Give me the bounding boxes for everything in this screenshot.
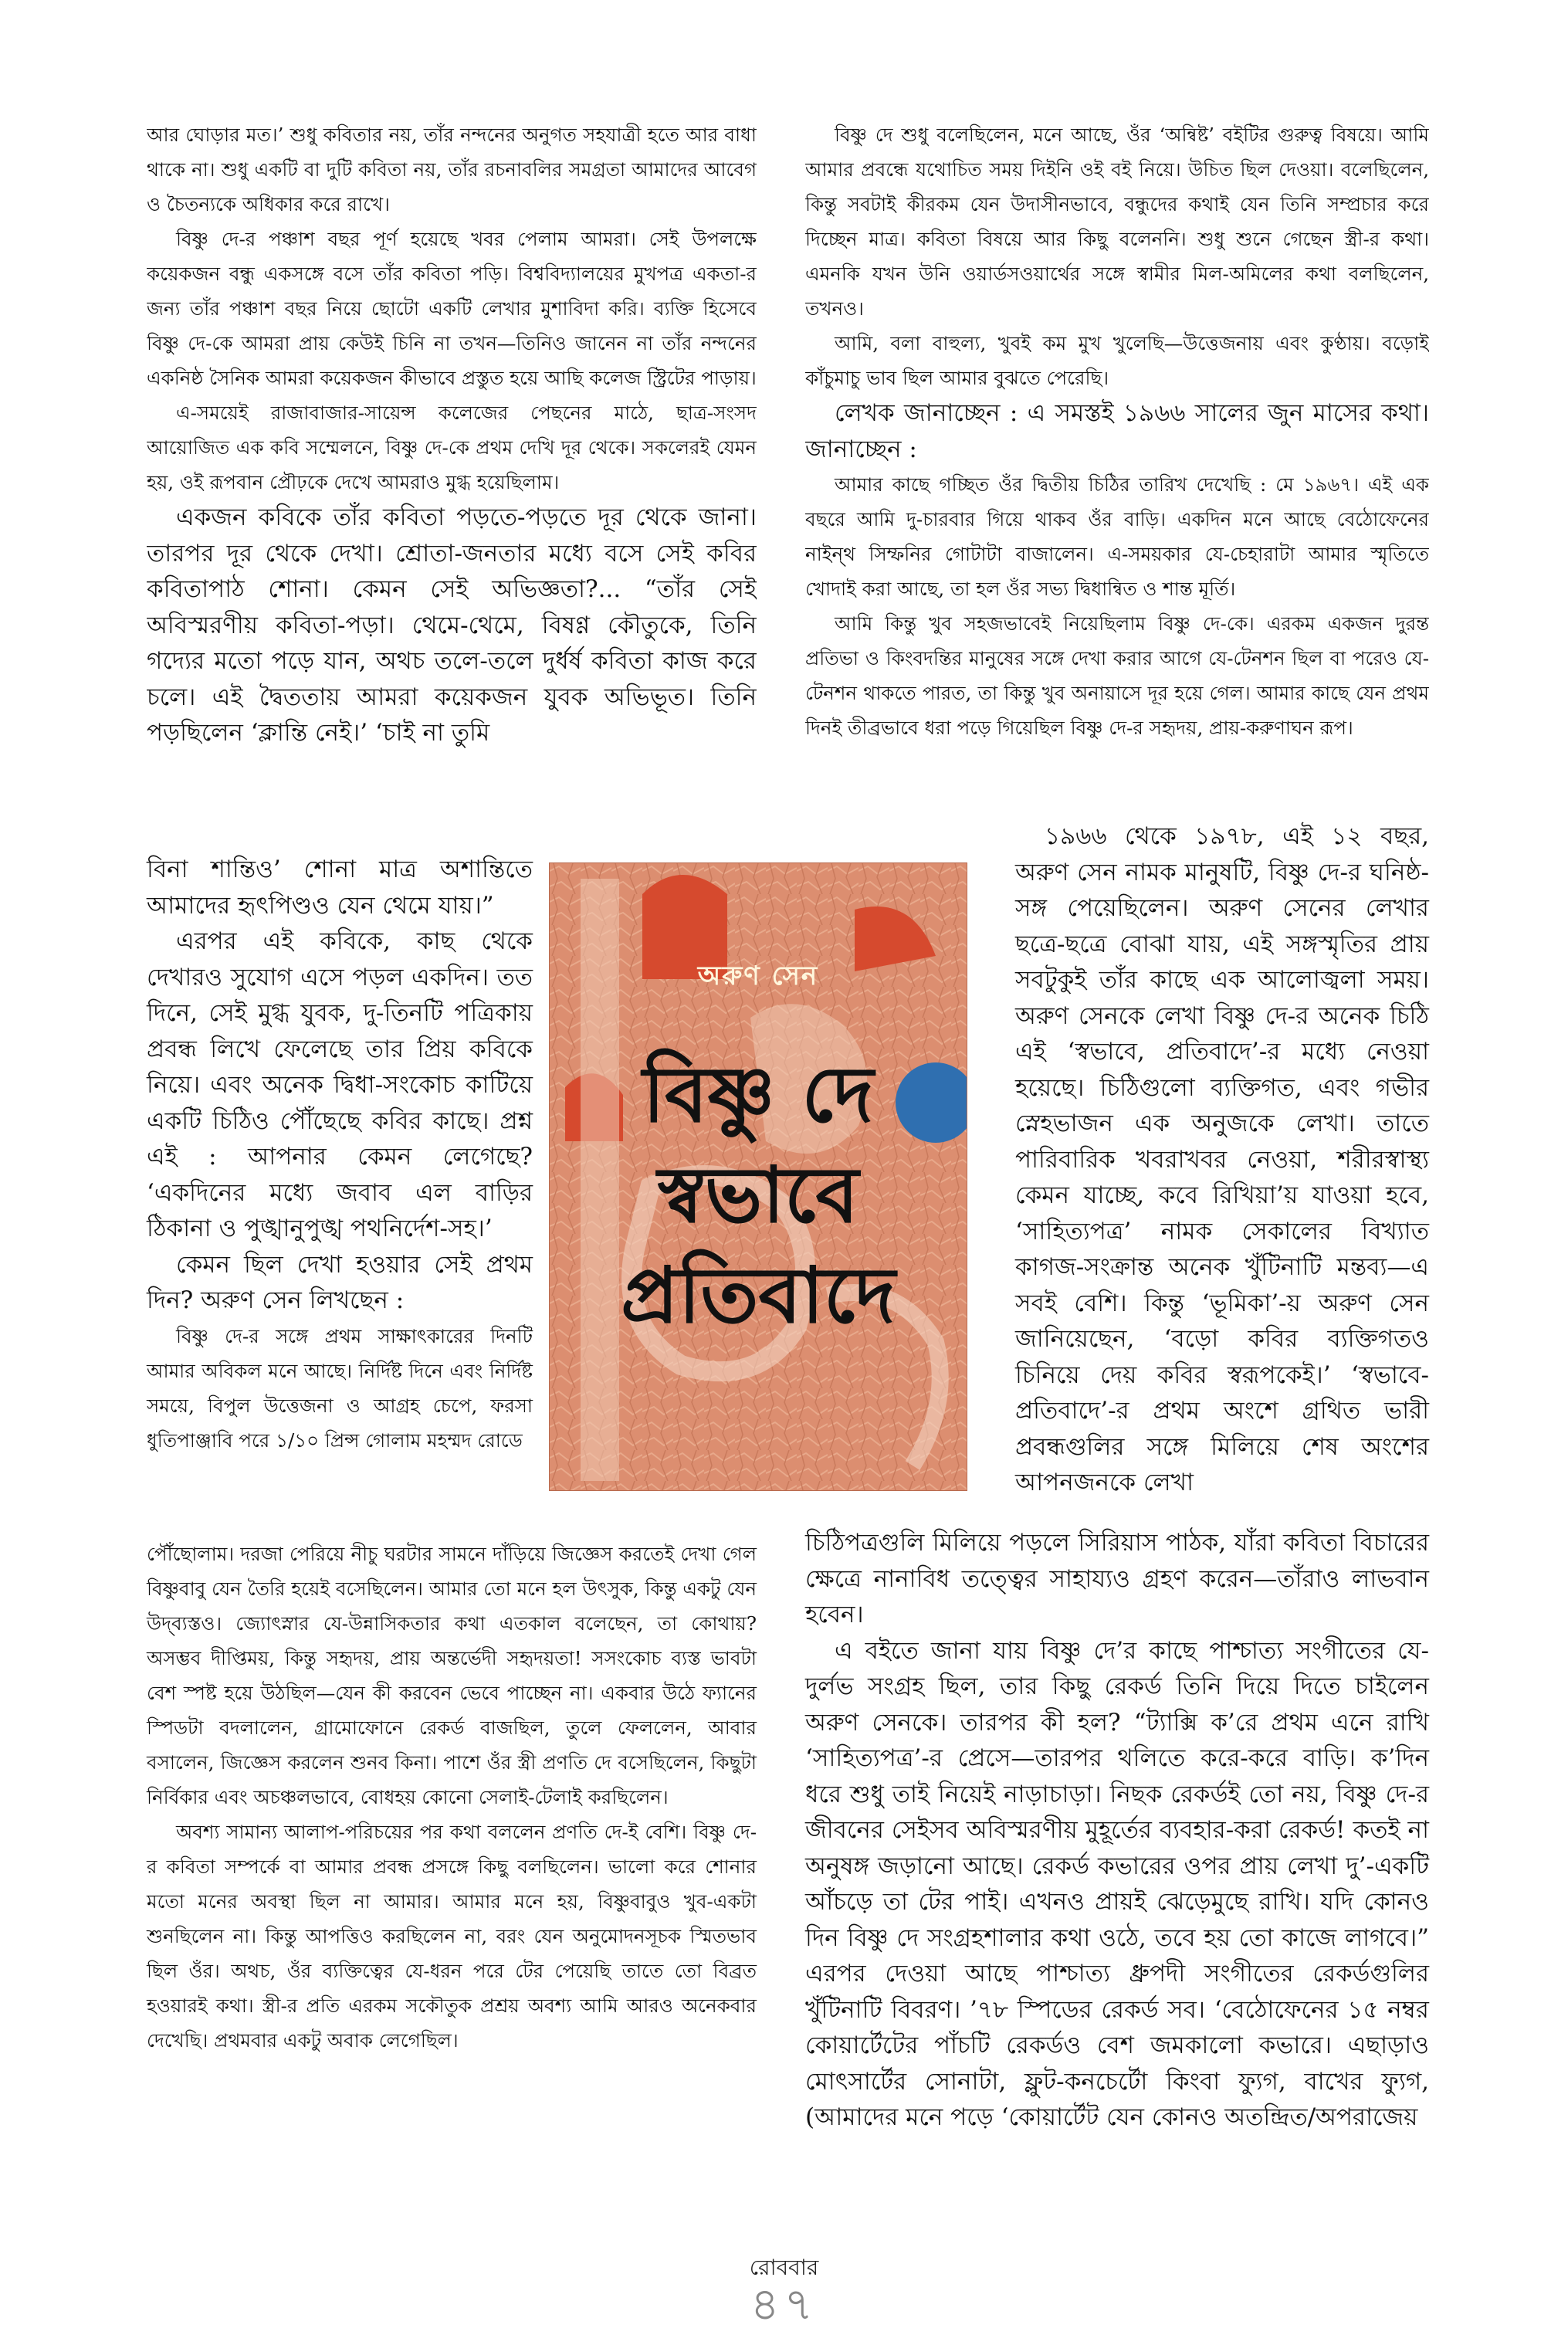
paragraph: বিষ্ণু দে-র সঙ্গে প্রথম সাক্ষাৎকারের দিনটি আমার অবিকল মনে আছে। নির্দিষ্ট দিনে এবং নির্দিষ্ট সময়ে, বিপুল উত্তেজনা ও আগ্রহ চেপে, ফরসা ধুতিপাঞ্জাবি পরে ১/১০ প্রিন্স গোলাম মহম্মদ রোডে [147, 1324, 533, 1452]
cover-title-line: প্রতিবাদে [621, 1249, 896, 1340]
left-column [147, 117, 757, 751]
left-wrap-column [147, 852, 533, 1458]
cover-author: অরুণ সেন [697, 961, 819, 991]
paragraph: একজন কবিকে তাঁর কবিতা পড়তে-পড়তে দূর থেকে জানা। তারপর দূর থেকে দেখা। শ্রোতা-জনতার মধ্যে বসে সেই কবির কবিতাপাঠ শোনা। কেমন সেই অভিজ্ঞতা?... “তাঁর সেই অবিস্মরণীয় কবিতা-পড়া। থেমে-থেমে, বিষণ্ণ কৌতুকে, তিনি গদ্যের মতো পড়ে যান, অথচ তলে-তলে দুর্ধর্ষ কবিতা কাজ করে চলে। এই দ্বৈততায় আমরা কয়েকজন যুবক অভিভূত। তিনি পড়ছিলেন ‘ক্লান্তি নেই।’ ‘চাই না তুমি [147, 503, 757, 747]
cover-title-line: স্বভাবে [657, 1149, 859, 1240]
paragraph: এ-সময়েই রাজাবাজার-সায়েন্স কলেজের পেছনের মাঠে, ছাত্র-সংসদ আয়োজিত এক কবি সম্মেলনে, বিষ্ণু দে-কে প্রথম দেখি দূর থেকে। সকলেরই যেমন হয়, ওই রূপবান প্রৌঢ়কে দেখে আমরাও মুগ্ধ হয়েছিলাম। [147, 402, 757, 493]
paragraph: আমি, বলা বাহুল্য, খুবই কম মুখ খুলেছি—উত্তেজনায় এবং কুণ্ঠায়। বড়োই কাঁচুমাচু ভাব ছিল আমার বুঝতে পেরেছি। [805, 332, 1429, 389]
paragraph: ১৯৬৬ থেকে ১৯৭৮, এই ১২ বছর, অরুণ সেন নামক মানুষটি, বিষ্ণু দে-র ঘনিষ্ঠ-সঙ্গ পেয়েছিলেন। অরুণ সেনের লেখার ছত্রে-ছত্রে বোঝা যায়, এই সঙ্গস্মৃতির প্রায় সবটুকুই তাঁর কাছে এক আলোজ্বলা সময়। অরুণ সেনকে লেখা বিষ্ণু দে-র অনেক চিঠি এই ‘স্বভাবে, প্রতিবাদে’-র মধ্যে নেওয়া হয়েছে। চিঠিগুলো ব্যক্তিগত, এবং গভীর স্নেহভাজন এক অনুজকে লেখা। তাতে পারিবারিক খবরাখবর নেওয়া, শরীরস্বাস্থ্য কেমন যাচ্ছে, কবে রিখিয়া’য় যাওয়া হবে, ‘সাহিত্যপত্র’ নামক সেকালের বিখ্যাত কাগজ-সংক্রান্ত অনেক খুঁটিনাটি মন্তব্য—এ সবই বেশি। কিন্তু ‘ভূমিকা’-য় অরুণ সেন জানিয়েছেন, ‘বড়ো কবির ব্যক্তিগতও চিনিয়ে দেয় কবির স্বরূপকেই।’ ‘স্বভাবে-প্রতিবাদে’-র প্রথম অংশে গ্রথিত ভারী প্রবন্ধগুলির সঙ্গে মিলিয়ে শেষ অংশের আপনজনকে লেখা [1015, 822, 1429, 1496]
paragraph: বিষ্ণু দে-র পঞ্চাশ বছর পূর্ণ হয়েছে খবর পেলাম আমরা। সেই উপলক্ষে কয়েকজন বন্ধু একসঙ্গে বসে তাঁর কবিতা পড়ি। বিশ্ববিদ্যালয়ের মুখপত্র একতা-র জন্য তাঁর পঞ্চাশ বছর নিয়ে ছোটো একটি লেখার মুশাবিদা করি। ব্যক্তি হিসেবে বিষ্ণু দে-কে আমরা প্রায় কেউই চিনি না তখন—তিনিও জানেন না তাঁর নন্দনের একনিষ্ঠ সৈনিক আমরা কয়েকজন কীভাবে প্রস্তুত হয়ে আছি কলেজ স্ট্রিটের পাড়ায়। [147, 228, 757, 389]
left-bottom-column [147, 1537, 757, 2058]
paragraph: পৌঁছোলাম। দরজা পেরিয়ে নীচু ঘরটার সামনে দাঁড়িয়ে জিজ্ঞেস করতেই দেখা গেল বিষ্ণুবাবু যেন তৈরি হয়েই বসেছিলেন। আমার তো মনে হল উৎসুক, কিন্তু একটু যেন উদ্‌ব্যস্তও। জ্যোৎস্নার যে-উন্নাসিকতার কথা এতকাল বলেছেন, তা কোথায়? অসম্ভব দীপ্তিময়, কিন্তু সহৃদয়, প্রায় অন্তর্ভেদী সহৃদয়তা! সসংকোচ ব্যস্ত ভাবটা বেশ স্পষ্ট হয়ে উঠছিল—যেন কী করবেন ভেবে পাচ্ছেন না। একবার উঠে ফ্যানের স্পিডটা বদলালেন, গ্রামোফোনে রেকর্ড বাজছিল, তুলে ফেললেন, আবার বসালেন, জিজ্ঞেস করলেন শুনব কিনা। পাশে ওঁর স্ত্রী প্রণতি দে বসেছিলেন, কিছুটা নির্বিকার এবং অচঞ্চলভাবে, বোধহয় কোনো সেলাই-টেলাই করছিলেন। [147, 1543, 757, 1808]
right-bottom-column [805, 1525, 1429, 2136]
paragraph: বিষ্ণু দে শুধু বলেছিলেন, মনে আছে, ওঁর ‘অন্বিষ্ট’ বইটির গুরুত্ব বিষয়ে। আমি আমার প্রবন্ধে যথোচিত সময় দিইনি ওই বই নিয়ে। উচিত ছিল দেওয়া। বলেছিলেন, কিন্তু সবটাই কীরকম যেন উদাসীনভাবে, বন্ধুদের কথাই যেন তিনি সম্প্রচার করে দিচ্ছেন মাত্র। কবিতা বিষয়ে আর কিছু বলেননি। শুধু শুনে গেছেন স্ত্রী-র কথা। এমনকি যখন উনি ওয়ার্ডসওয়ার্থের সঙ্গে স্বামীর মিল-অমিলের কথা বলছিলেন, তখনও। [805, 124, 1429, 320]
right-column [805, 117, 1429, 745]
book-cover-image [550, 863, 967, 1490]
paragraph: এরপর এই কবিকে, কাছ থেকে দেখারও সুযোগ এসে পড়ল একদিন। তত দিনে, সেই মুগ্ধ যুবক, দু-তিনটি পত্রিকায় প্রবন্ধ লিখে ফেলেছে তার প্রিয় কবিকে নিয়ে। এবং অনেক দ্বিধা-সংকোচ কাটিয়ে একটি চিঠিও পৌঁছেছে কবির কাছে। প্রশ্ন এই : আপনার কেমন লেগেছে? ‘একদিনের মধ্যে জবাব এল বাড়ির ঠিকানা ও পুঙ্খানুপুঙ্খ পথনির্দেশ-সহ।’ [147, 927, 533, 1242]
paragraph: আর ঘোড়ার মত।’ শুধু কবিতার নয়, তাঁর নন্দনের অনুগত সহযাত্রী হতে আর বাধা থাকে না। শুধু একটি বা দুটি কবিতা নয়, তাঁর রচনাবলির সমগ্রতা আমাদের আবেগ ও চৈতন্যকে অধিকার করে রাখে। [147, 124, 757, 215]
paragraph: আমি কিন্তু খুব সহজভাবেই নিয়েছিলাম বিষ্ণু দে-কে। এরকম একজন দুরন্ত প্রতিভা ও কিংবদন্তির মানুষের সঙ্গে দেখা করার আগে যে-টেনশন ছিল বা পরেও যে-টেনশন থাকতে পারত, তা কিন্তু খুব অনায়াসে দূর হয়ে গেল। আমার কাছে যেন প্রথম দিনই তীব্রভাবে ধরা পড়ে গিয়েছিল বিষ্ণু দে-র সহৃদয়, প্রায়-করুণাঘন রূপ। [805, 612, 1429, 739]
paragraph: আমার কাছে গচ্ছিত ওঁর দ্বিতীয় চিঠির তারিখ দেখেছি : মে ১৯৬৭। এই এক বছরে আমি দু-চারবার গিয়ে থাকব ওঁর বাড়ি। একদিন মনে আছে বেঠোফেনের নাইন্‌থ সিম্ফনির গোটাটা বাজালেন। এ-সময়কার যে-চেহারাটা আমার স্মৃতিতে খোদাই করা আছে, তা হল ওঁর সভ্য দ্বিধান্বিত ও শান্ত মূর্তি। [805, 473, 1429, 600]
right-wrap-column [1015, 818, 1429, 1501]
paragraph: এ বইতে জানা যায় বিষ্ণু দে’র কাছে পাশ্চাত্য সংগীতের যে-দুর্লভ সংগ্রহ ছিল, তার কিছু রেকর্ড তিনি দিয়ে দিতে চাইলেন অরুণ সেনকে। তারপর কী হল? “ট্যাক্সি ক’রে প্রথম এনে রাখি ‘সাহিত্যপত্র’-র প্রেসে—তারপর থলিতে করে-করে বাড়ি। ক’দিন ধরে শুধু তাই নিয়েই নাড়াচাড়া। নিছক রেকর্ডই তো নয়, বিষ্ণু দে-র জীবনের সেইসব অবিস্মরণীয় মুহূর্তের ব্যবহার-করা রেকর্ড! কতই না অনুষঙ্গ জড়ানো আছে। রেকর্ড কভারের ওপর প্রায় লেখা দু’-একটি আঁচড়ে তা টের পাই। এখনও প্রায়ই ঝেড়েমুছে রাখি। যদি কোনও দিন বিষ্ণু দে সংগ্রহশালার কথা ওঠে, তবে হয় তো কাজে লাগবে।” এরপর দেওয়া আছে পাশ্চাত্য ধ্রুপদী সংগীতের রেকর্ডগুলির খুঁটিনাটি বিবরণ। ’৭৮ স্পিডের রেকর্ড সব। ‘বেঠোফেনের ১৫ নম্বর কোয়ার্টেটের পাঁচটি রেকর্ডও বেশ জমকালো কভারে। এছাড়াও মোৎসার্টের সোনাটা, ফ্লুট-কনচের্টো কিংবা ফ্যুগ, বাখের ফ্যুগ, (আমাদের মনে পড়ে ‘কোয়ার্টেট যেন কোনও অতন্দ্রিত/অপরাজেয় [805, 1636, 1429, 2131]
paragraph: চিঠিপত্রগুলি মিলিয়ে পড়লে সিরিয়াস পাঠক, যাঁরা কবিতা বিচারের ক্ষেত্রে নানাবিধ তত্ত্বের সাহায্যও গ্রহণ করেন—তাঁরাও লাভবান হবেন। [805, 1529, 1429, 1628]
page-number: ৪৭ [750, 2278, 818, 2330]
cover-title-line: বিষ্ণু দে [642, 1049, 874, 1140]
paragraph: লেখক জানাচ্ছেন : এ সমস্তই ১৯৬৬ সালের জুন মাসের কথা। জানাচ্ছেন : [805, 399, 1429, 463]
paragraph: অবশ্য সামান্য আলাপ-পরিচয়ের পর কথা বললেন প্রণতি দে-ই বেশি। বিষ্ণু দে-র কবিতা সম্পর্কে বা আমার প্রবন্ধ প্রসঙ্গে কিছু বলছিলেন। ভালো করে শোনার মতো মনের অবস্থা ছিল না আমার। আমার মনে হয়, বিষ্ণুবাবুও খুব-একটা শুনছিলেন না। কিন্তু আপত্তিও করছিলেন না, বরং যেন অনুমোদনসূচক স্মিতভাব ছিল ওঁর। অথচ, ওঁর ব্যক্তিত্বের যে-ধরন পরে টের পেয়েছি তাতে তো বিব্রত হওয়ারই কথা। স্ত্রী-র প্রতি এরকম সকৌতুক প্রশ্রয় অবশ্য আমি আরও অনেকবার দেখেছি। প্রথমবার একটু অবাক লেগেছিল। [147, 1821, 757, 2052]
paragraph: কেমন ছিল দেখা হওয়ার সেই প্রথম দিন? অরুণ সেন লিখছেন : [147, 1250, 533, 1314]
footer-label: রোববার [749, 2255, 819, 2280]
paragraph: বিনা শান্তিও’ শোনা মাত্র অশান্তিতে আমাদের হৃৎপিণ্ডও যেন থেমে যায়।” [147, 856, 533, 920]
